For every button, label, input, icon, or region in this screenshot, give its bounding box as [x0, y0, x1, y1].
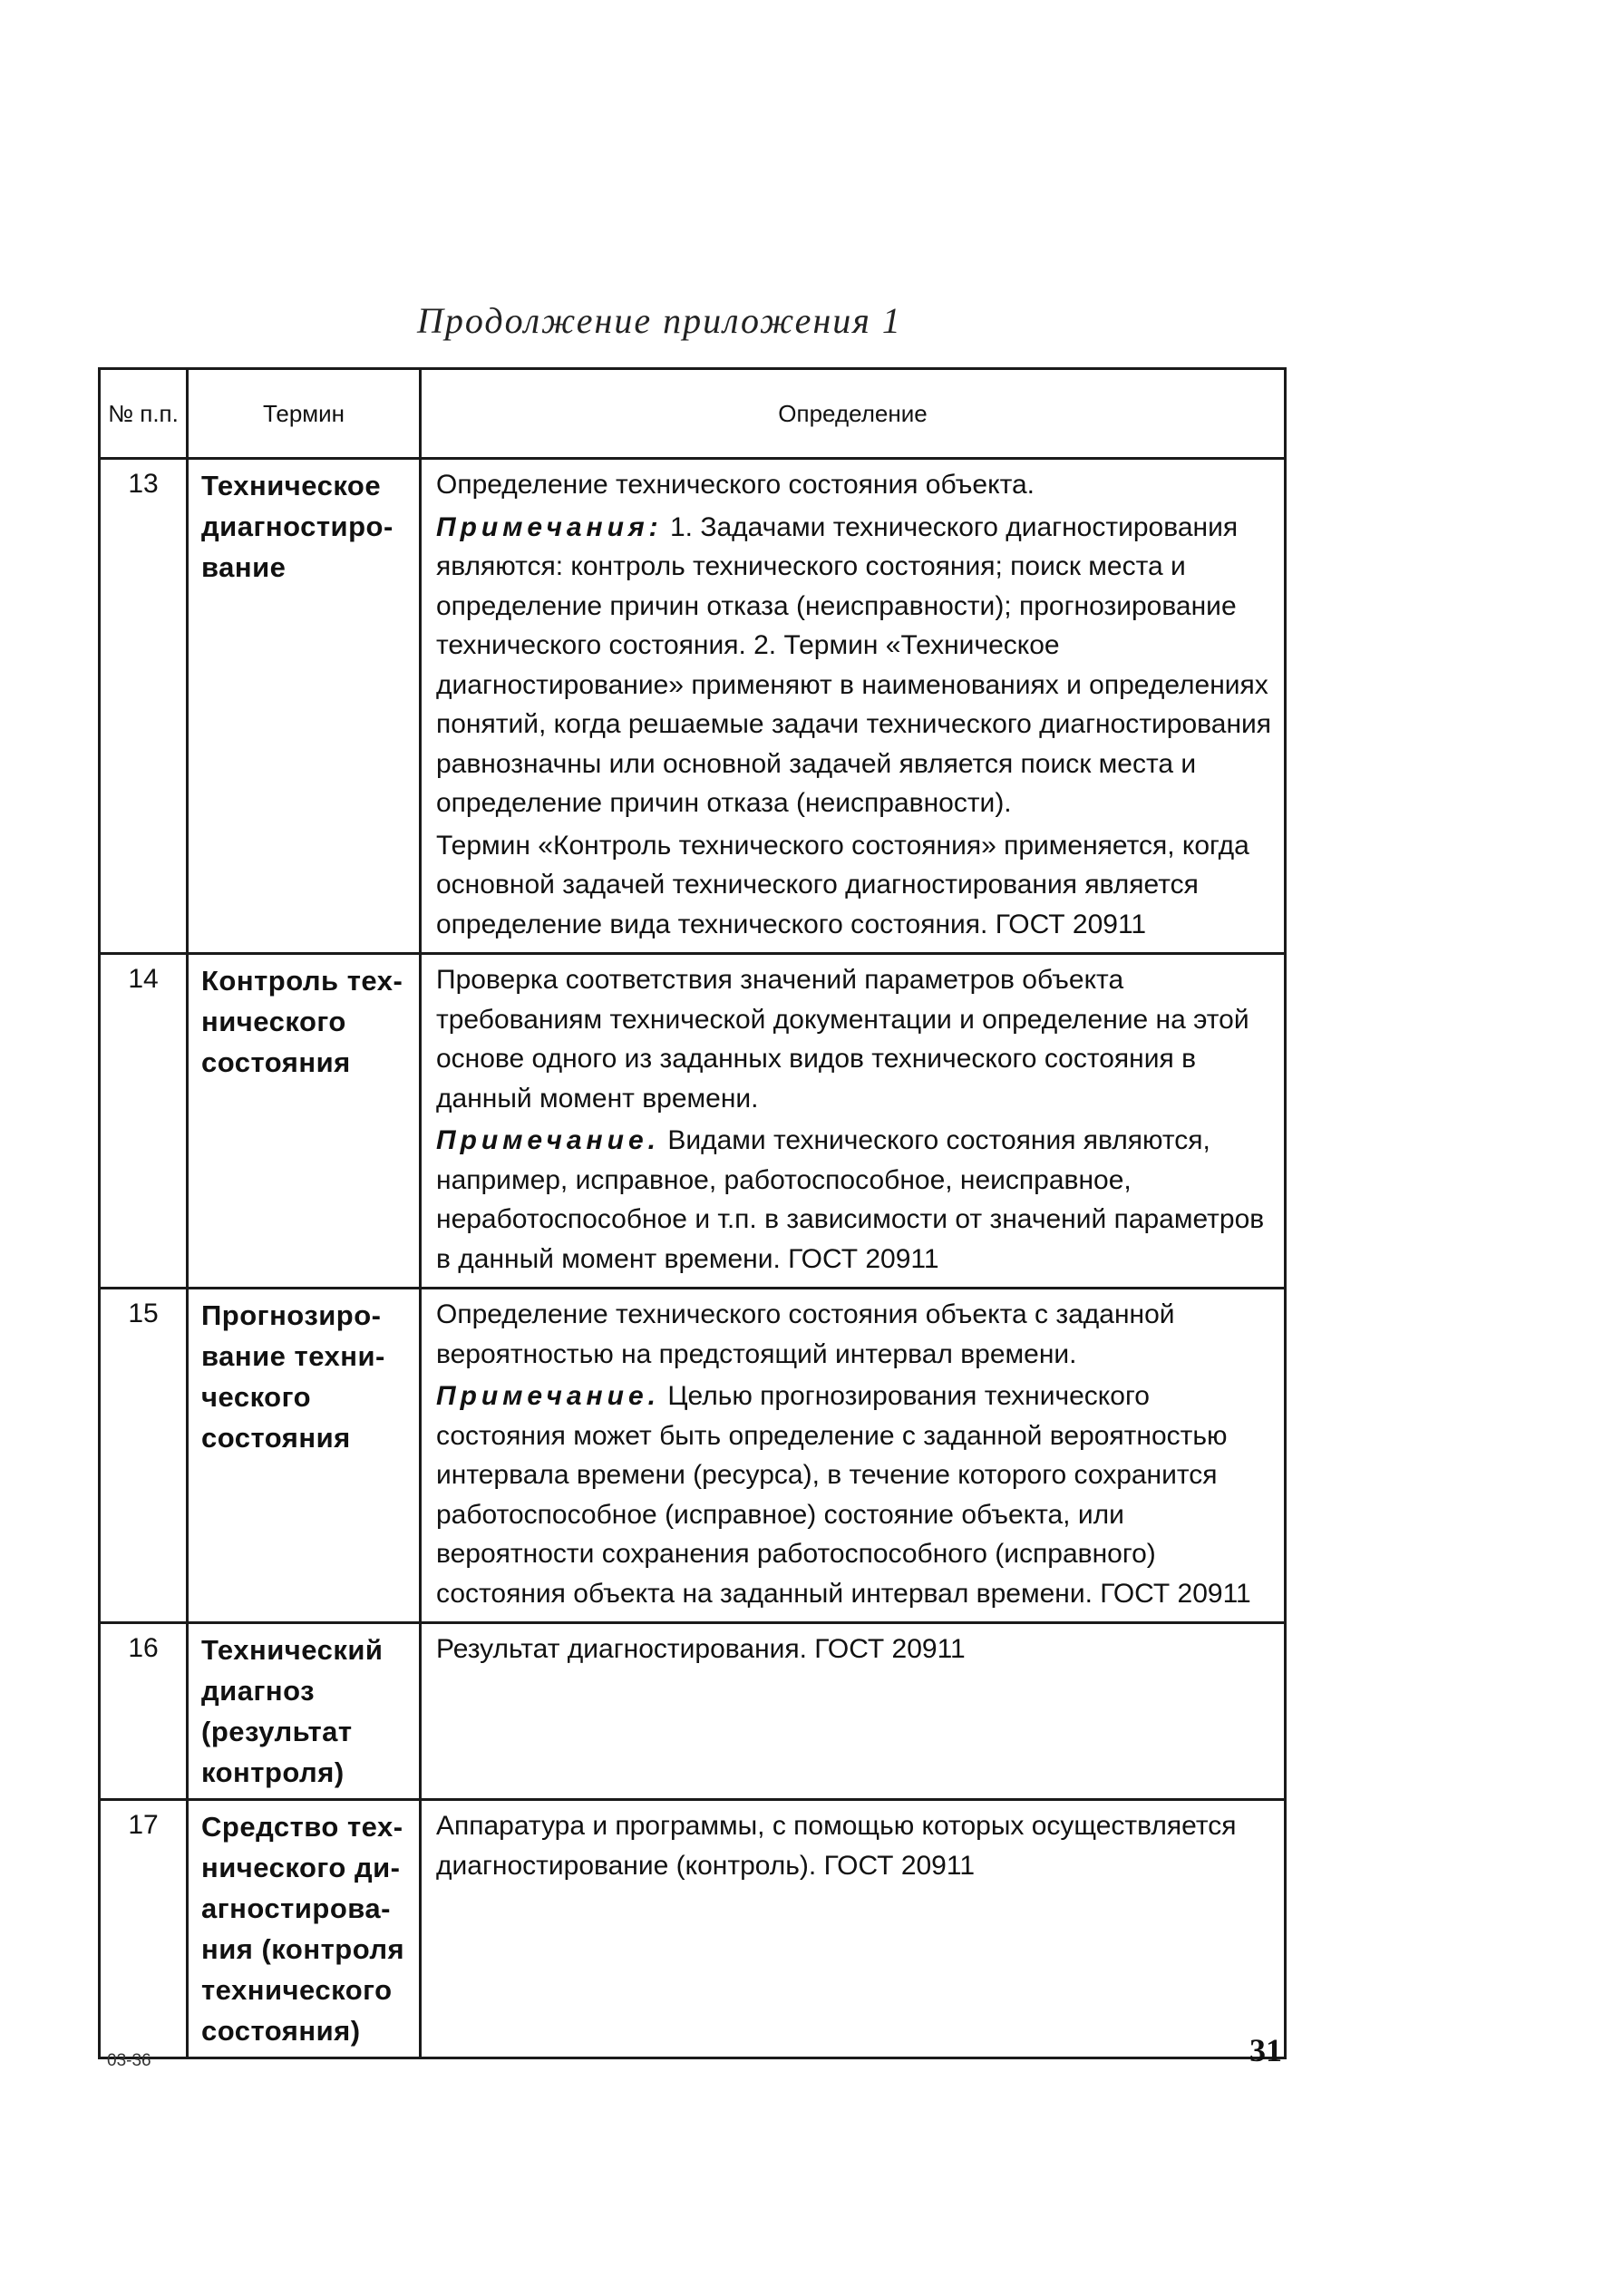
term-line: состояния) — [201, 2015, 361, 2047]
row-number: 13 — [100, 459, 188, 954]
term-line: Прогнозиро- — [201, 1299, 382, 1331]
footer-code: 03-36 — [107, 2051, 151, 2070]
note — [436, 1121, 1275, 1279]
term-line: агностирова- — [201, 1892, 391, 1924]
term-line: состояния — [201, 1046, 351, 1078]
row-number: 17 — [100, 1800, 188, 2058]
term-cell — [188, 1289, 421, 1623]
term-line: Контроль тех- — [201, 965, 403, 997]
term-line: ния (контроля — [201, 1933, 405, 1965]
definition-cell — [421, 1623, 1286, 1800]
table-row — [100, 459, 1286, 954]
note — [436, 1377, 1275, 1613]
definition-text: Определение технического состояния объекта. — [436, 470, 1035, 500]
definition-cell — [421, 459, 1286, 954]
term-line: диагностиро- — [201, 511, 394, 542]
note-text: Видами технического состояния являются, например, исправное, работоспособное, неисправное, неработоспособное и т.п. в зависимости от значений параметров в данный момент времени. ГОСТ 20911 — [436, 1125, 1265, 1274]
definition-text: Определение технического состояния объекта с заданной вероятностью на предстоящий интервал времени. — [436, 1299, 1175, 1369]
note-label: Примечания: — [436, 511, 663, 542]
term-line: вание техни- — [201, 1340, 385, 1372]
term-line: вание — [201, 551, 287, 583]
table-row — [100, 1623, 1286, 1800]
row-number: 14 — [100, 954, 188, 1289]
definition-cell — [421, 954, 1286, 1289]
term-cell — [188, 459, 421, 954]
page-number: 31 — [1249, 2032, 1282, 2068]
term-line: состояния — [201, 1422, 351, 1454]
table-row — [100, 954, 1286, 1289]
note-text: 1. Задачами технического диагностирования являются: контроль технического состояния; поиск места и определение причин отказа (неисправности); прогнозирование технического состояния. 2. Термин «Техническое диагностирование» применяют в наименованиях и определениях понятий, когда решаемые задачи технического диагностирования равнозначны или основной задачей является поиск места и определение причин отказа (неисправности). — [436, 511, 1272, 818]
header-term: Термин — [188, 369, 421, 459]
term-cell — [188, 1800, 421, 2058]
extra-text: Термин «Контроль технического состояния» применяется, когда основной задачей технического диагностирования является определение вида технического состояния. ГОСТ 20911 — [436, 830, 1249, 939]
term-line: Средство тех- — [201, 1811, 403, 1843]
table-row — [100, 1289, 1286, 1623]
header-num: № п.п. — [100, 369, 188, 459]
term-line: Техническое — [201, 470, 382, 501]
terms-table — [98, 367, 1287, 2059]
term-cell — [188, 954, 421, 1289]
term-line: нического ди- — [201, 1852, 401, 1883]
term-cell — [188, 1623, 421, 1800]
definition-cell — [421, 1800, 1286, 2058]
definition-text: Результат диагностирования. ГОСТ 20911 — [436, 1634, 966, 1664]
table-header-row — [100, 369, 1286, 459]
term-line: ческого — [201, 1381, 312, 1413]
term-line: (результат — [201, 1716, 353, 1747]
table-row — [100, 1800, 1286, 2058]
note-label: Примечание. — [436, 1125, 660, 1155]
definition-cell — [421, 1289, 1286, 1623]
note — [436, 508, 1275, 823]
term-line: диагноз — [201, 1675, 316, 1707]
term-line: Технический — [201, 1634, 384, 1666]
note-text: Целью прогнозирования технического состояния может быть определение с заданной вероятностью интервала времени (ресурса), в течение которого сохранится работоспособное (исправное) состояние объекта, или вероятности сохранения работоспособного (исправного) состояния объекта на заданный интервал времени. ГОСТ 20911 — [436, 1381, 1251, 1609]
row-number: 15 — [100, 1289, 188, 1623]
note-label: Примечание. — [436, 1381, 660, 1411]
term-line: контроля) — [201, 1756, 345, 1788]
term-line: нического — [201, 1006, 346, 1037]
definition-text: Проверка соответствия значений параметров объекта требованиям технической документации и определение на этой основе одного из заданных видов технического состояния в данный момент времени. — [436, 965, 1249, 1114]
term-line: технического — [201, 1974, 393, 2006]
page-heading: Продолжение приложения 1 — [417, 300, 902, 341]
header-definition: Определение — [421, 369, 1286, 459]
row-number: 16 — [100, 1623, 188, 1800]
definition-text: Аппаратура и программы, с помощью которых осуществляется диагностирование (контроль). ГОСТ 20911 — [436, 1811, 1237, 1881]
